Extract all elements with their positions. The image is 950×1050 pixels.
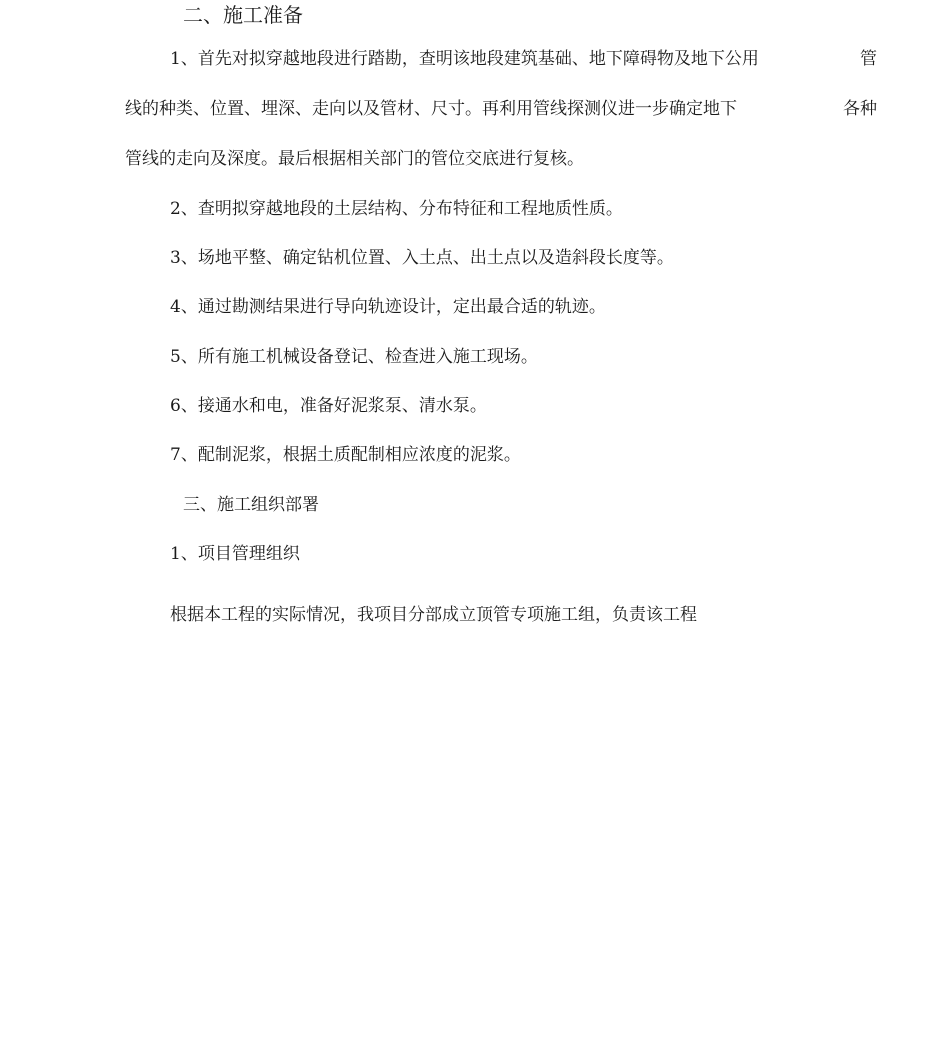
item1-line2-tail: 各种 — [843, 99, 877, 119]
subheading-project-management: 1、项目管理组织 — [170, 544, 300, 564]
paragraph-item1-line2 — [125, 99, 877, 119]
section-heading-organization: 三、施工组织部署 — [183, 495, 319, 515]
section-heading-construction-preparation: 二、施工准备 — [183, 3, 303, 27]
item1-line1-text: 1、首先对拟穿越地段进行踏勘，查明该地段建筑基础、地下障碍物及地下公用 — [170, 49, 759, 69]
paragraph-item1-line1 — [125, 49, 877, 69]
list-item-7: 7、配制泥浆，根据土质配制相应浓度的泥浆。 — [170, 445, 521, 465]
list-item-2: 2、查明拟穿越地段的土层结构、分布特征和工程地质性质。 — [170, 199, 623, 219]
paragraph-organization: 根据本工程的实际情况，我项目分部成立顶管专项施工组，负责该工程 — [170, 605, 697, 625]
list-item-6: 6、接通水和电，准备好泥浆泵、清水泵。 — [170, 396, 487, 416]
list-item-3: 3、场地平整、确定钻机位置、入土点、出土点以及造斜段长度等。 — [170, 248, 674, 268]
list-item-4: 4、通过勘测结果进行导向轨迹设计，定出最合适的轨迹。 — [170, 297, 606, 317]
paragraph-item1-line3: 管线的走向及深度。最后根据相关部门的管位交底进行复核。 — [125, 149, 584, 169]
item1-line1-tail: 管 — [860, 49, 877, 69]
list-item-5: 5、所有施工机械设备登记、检查进入施工现场。 — [170, 347, 538, 367]
item1-line2-text: 线的种类、位置、埋深、走向以及管材、尺寸。再利用管线探测仪进一步确定地下 — [125, 99, 737, 119]
